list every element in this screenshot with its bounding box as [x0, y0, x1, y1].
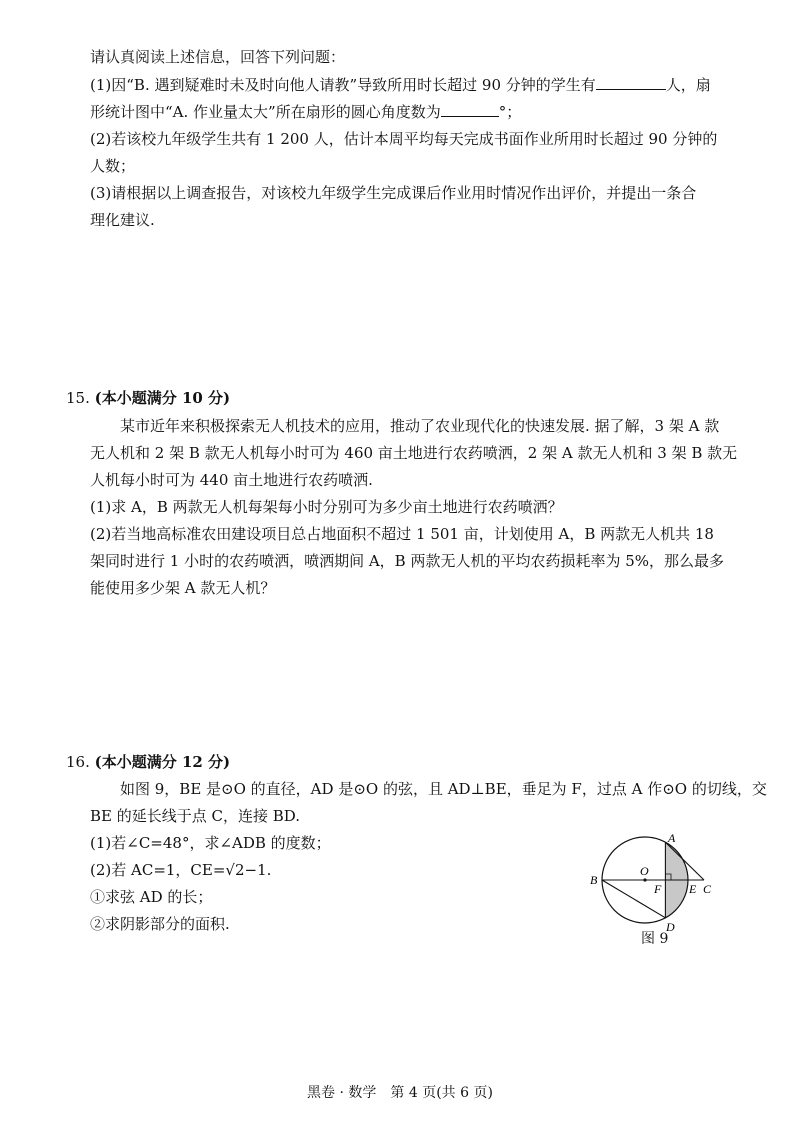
- label-a: A: [668, 831, 676, 845]
- q14-sub1-line2: 形统计图中“A. 作业量太大”所在扇形的圆心角度数为 °；: [90, 99, 521, 125]
- q15-para-line1: 某市近年来积极探索无人机技术的应用，推动了农业现代化的快速发展. 据了解，3 架 A 款: [120, 417, 720, 435]
- q16-para-line2: BE 的延长线于点 C，连接 BD.: [90, 807, 301, 825]
- q14-sub3-line2: 理化建议.: [90, 211, 155, 229]
- page-footer: 黑卷 · 数学 第 4 页(共 6 页): [307, 1085, 493, 1101]
- q14-intro: 请认真阅读上述信息，回答下列问题：: [90, 48, 346, 66]
- q14-sub2-line2: 人数；: [90, 157, 136, 175]
- label-b: B: [590, 873, 598, 887]
- center-point: [643, 878, 646, 881]
- q16-header: 16. (本小题满分 12 分): [66, 753, 231, 771]
- q15-para-line2: 无人机和 2 架 B 款无人机每小时可为 460 亩土地进行农药喷洒，2 架 A 款无人机和 3 架 B 款无: [90, 444, 738, 462]
- q15-sub2-line1: (2)若当地高标准农田建设项目总占地面积不超过 1 501 亩，计划使用 A，B 两款无人机共 18: [90, 525, 714, 543]
- figure-caption: 图 9: [641, 931, 669, 947]
- answer-blank-2[interactable]: [441, 100, 499, 117]
- label-f: F: [654, 882, 662, 896]
- q14-sub1-line1: (1)因“B. 遇到疑难时未及时向他人请教”导致所用时长超过 90 分钟的学生有 人，扇: [90, 72, 711, 98]
- q16-sub2: (2)若 AC=1，CE=√2−1.: [90, 861, 272, 879]
- q15-sub2-line3: 能使用多少架 A 款无人机？: [90, 579, 276, 597]
- q14-sub3-line1: (3)请根据以上调查报告，对该校九年级学生完成课后作业用时情况作出评价，并提出一条合: [90, 184, 697, 202]
- q16-sub2-part1: ①求弦 AD 的长；: [90, 888, 213, 906]
- label-c: C: [703, 882, 712, 896]
- q14-sub2-line1: (2)若该校九年级学生共有 1 200 人，估计本周平均每天完成书面作业所用时长超过 90 分钟的: [90, 130, 718, 148]
- answer-blank-1[interactable]: [596, 73, 666, 90]
- q16-sub2-part2: ②求阴影部分的面积.: [90, 915, 230, 933]
- q15-sub2-line2: 架同时进行 1 小时的农药喷洒，喷洒期间 A，B 两款无人机的平均农药损耗率为 5%，那么最多: [90, 552, 725, 570]
- q16-para-line1: 如图 9，BE 是⊙O 的直径，AD 是⊙O 的弦，且 AD⊥BE，垂足为 F，过点 A 作⊙O 的切线，交: [120, 780, 767, 798]
- q15-para-line3: 人机每小时可为 440 亩土地进行农药喷洒.: [90, 471, 373, 489]
- q15-header: 15. (本小题满分 10 分): [66, 389, 231, 407]
- label-d: D: [666, 920, 675, 934]
- label-o: O: [640, 864, 649, 878]
- q15-sub1: (1)求 A，B 两款无人机每架每小时分别可为多少亩土地进行农药喷洒？: [90, 498, 563, 516]
- label-e: E: [689, 882, 697, 896]
- q16-sub1: (1)若∠C=48°，求∠ADB 的度数；: [90, 834, 331, 852]
